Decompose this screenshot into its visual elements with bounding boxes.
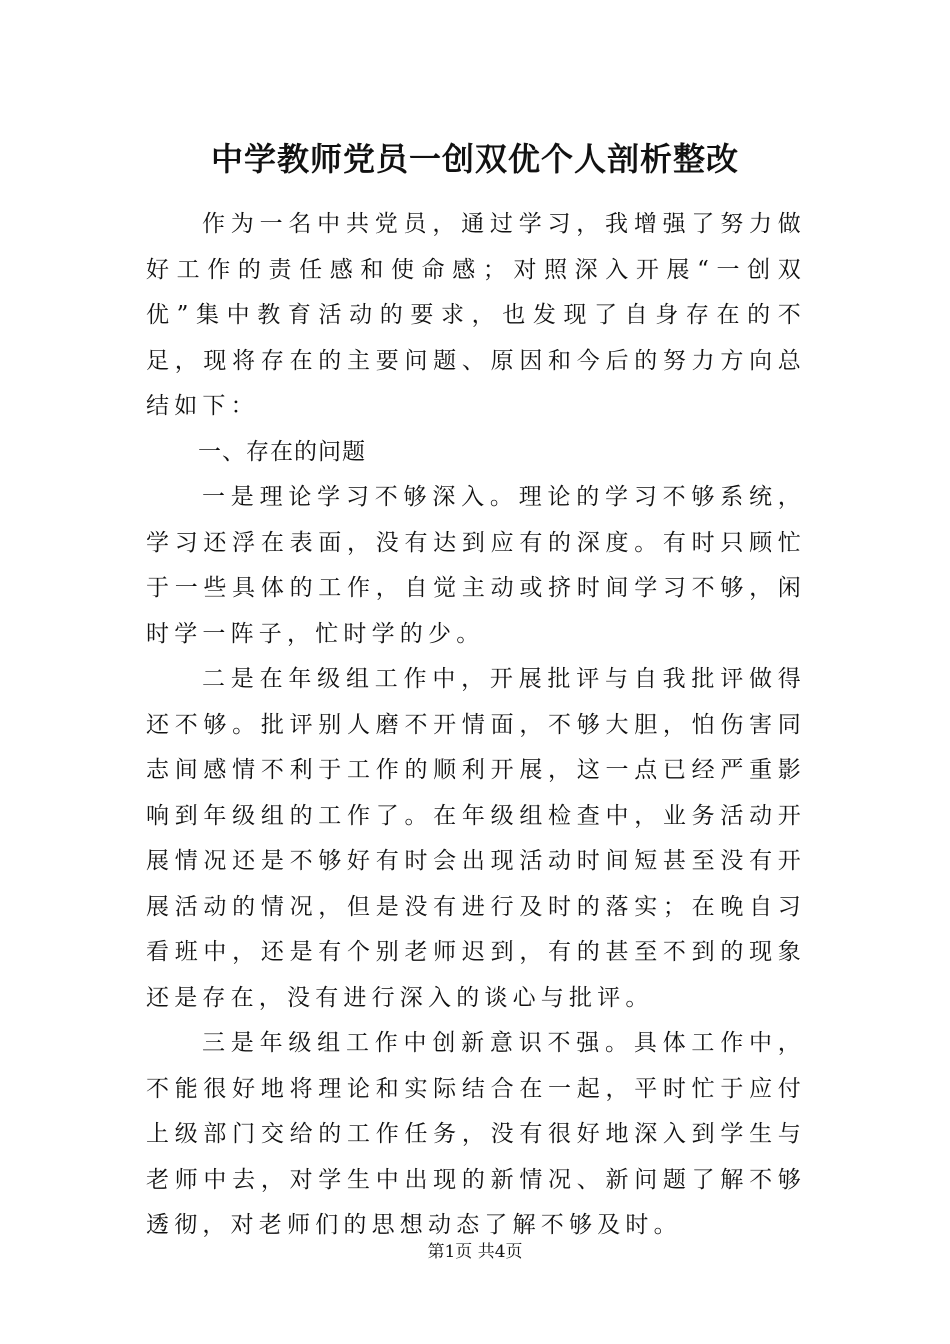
document-title: 中学教师党员一创双优个人剖析整改 bbox=[210, 140, 739, 178]
problem-paragraph-1: 一是理论学习不够深入。理论的学习不够系统，学习还浮在表面，没有达到应有的深度。有时只顾忙于一些具体的工作，自觉主动或挤时间学习不够，闲时学一阵子，忙时学的少。 bbox=[146, 484, 806, 647]
page-number-footer: 第1页 共4页 bbox=[427, 1242, 523, 1262]
section-heading: 一、存在的问题 bbox=[198, 438, 366, 465]
problem-paragraph-2: 二是在年级组工作中，开展批评与自我批评做得还不够。批评别人磨不开情面，不够大胆，怕伤害同志间感情不利于工作的顺利开展，这一点已经严重影响到年级组的工作了。在年级组检查中，业务活动开展情况还是不够好有时会出现活动时间短甚至没有开展活动的情况，但是没有进行及时的落实；在晚自习看班中，还是有个别老师迟到，有的甚至不到的现象还是存在，没有进行深入的谈心与批评。 bbox=[146, 666, 806, 1011]
intro-paragraph: 作为一名中共党员，通过学习，我增强了努力做好工作的责任感和使命感；对照深入开展“一创双优”集中教育活动的要求，也发现了自身存在的不足，现将存在的主要问题、原因和今后的努力方向总结如下： bbox=[146, 211, 806, 419]
document-body bbox=[146, 202, 806, 1249]
problem-paragraph-3: 三是年级组工作中创新意识不强。具体工作中，不能很好地将理论和实际结合在一起，平时忙于应付上级部门交给的工作任务，没有很好地深入到学生与老师中去，对学生中出现的新情况、新问题了解不够透彻，对老师们的思想动态了解不够及时。 bbox=[146, 1030, 806, 1238]
